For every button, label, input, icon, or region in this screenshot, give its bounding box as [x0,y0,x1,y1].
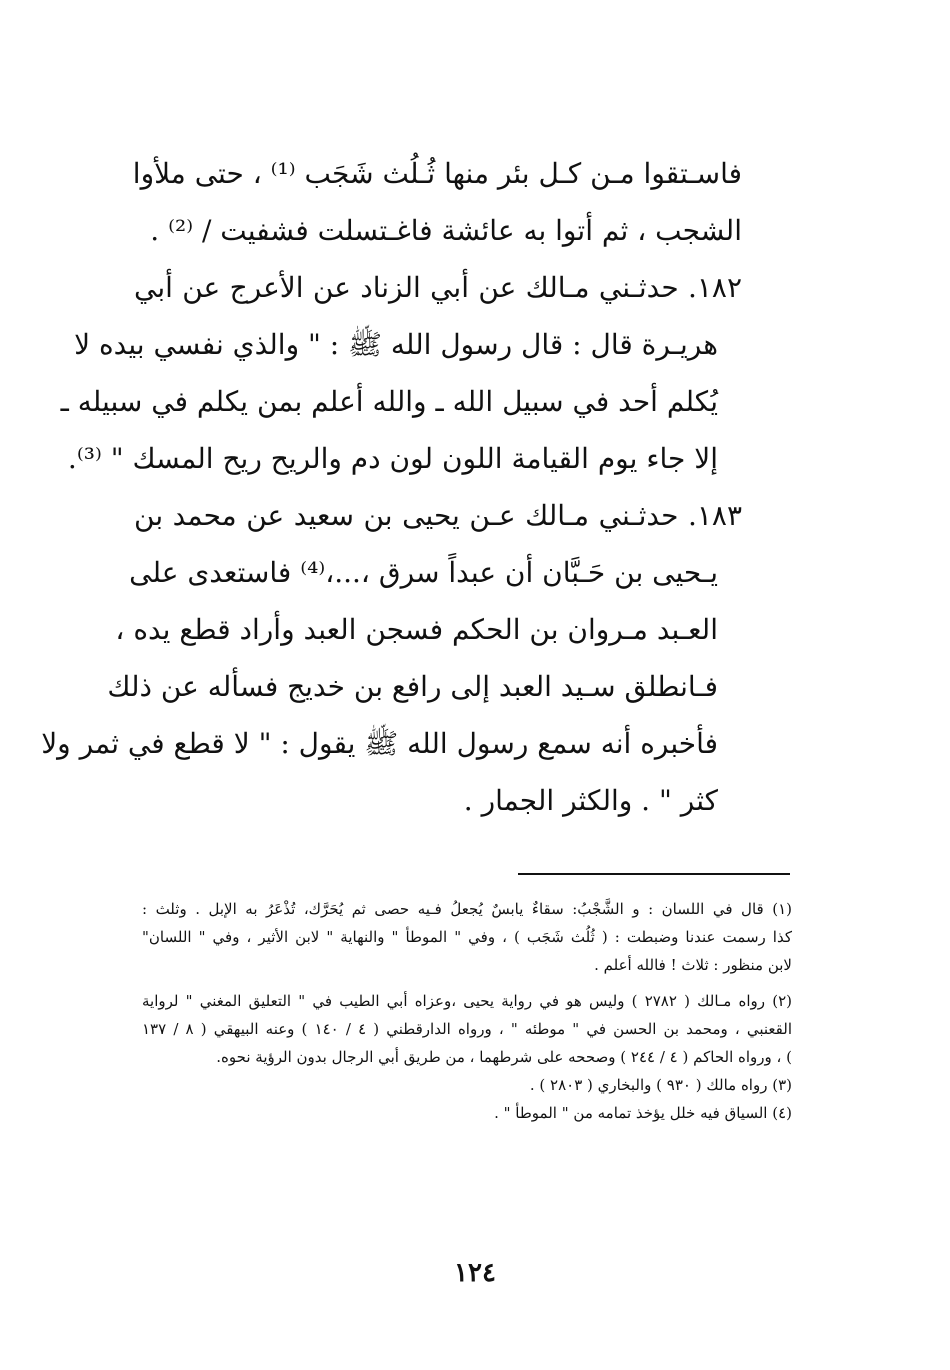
body-line: فـانطلق سـيد العبد إلى رافع بن خديج فسأله عن ذلك [107,670,718,703]
body-line: يـحيى بن حَـبَّان أن عبداً سرق ،...،⁽⁴⁾ فاستعدى على [129,556,718,589]
body-line: فأخبره أنه سمع رسول الله ﷺ يقول : " لا قطع في ثمر ولا [41,727,718,760]
footnote-3 [142,1071,792,1099]
footnote-line: ) ، ورواه الحاكم ( ٤ / ٢٤٤ ) وصححه على شرطهما ، من طريق أبي الرجال بدون الرؤية نحوه. [216,1048,792,1066]
main-text [41,145,742,829]
footnote-2 [142,987,792,1071]
footnote-line: القعنبي ، ومحمد بن الحسن في " موطئه " ، ورواه الدارقطني ( ٤ / ١٤٠ ) وعنه البيهقي ( ٨ / ١٣٧ [142,1020,792,1038]
footnote-line: (٢) رواه مـالك ( ٢٧٨٢ ) وليس هو في رواية يحيى ،وعزاه أبي الطيب في " التعليق المغني " لرواية [142,992,792,1010]
footnote-line: كذا رسمت عندنا وضبطت : ( ثُلُث شَجَب ) ، وفي " الموطأ " والنهاية " لابن الأثير ، وفي " اللسان" [142,928,792,946]
body-line: فاسـتقوا مـن كـل بئر منها ثُـلُث شَجَب ⁽¹⁾ ، حتى ملأوا [132,157,742,190]
page-number: ١٢٤ [454,1258,496,1288]
footnote-line: (٤) السياق فيه خلل يؤخذ تمامه من " الموطأ " . [494,1104,792,1122]
hadith-182-heading: ١٨٢. حدثـني مـالك عن أبي الزناد عن الأعرج عن أبي [134,271,742,304]
body-line: هريـرة قال : قال رسول الله ﷺ : " والذي نفسي بيده لا [74,328,718,361]
footnote-divider [518,873,790,875]
footnote-gap [142,979,792,987]
body-line: إلا جاء يوم القيامة اللون لون دم والريح ريح المسك " ⁽³⁾. [67,442,718,475]
body-line: يُكلم أحد في سبيل الله ـ والله أعلم بمن يكلم في سبيله ـ [60,385,718,418]
hadith-183-heading: ١٨٣. حدثـني مـالك عـن يحيى بن سعيد عن محمد بن [134,499,742,532]
footnote-line: (١) قال في اللسان : و الشَّجْبُ: سقاءٌ يابسٌ يُجعلُ فـيه حصى ثم يُحَرَّك، تُذْعَرُ به الإبل . وثلث : [142,900,792,918]
footnote-line: لابن منظور : ثلاث ! فالله أعلم . [594,956,792,974]
body-line: الشجب ، ثم أتوا به عائشة فاغـتسلت فشفيت / ⁽²⁾ . [150,214,742,247]
footnote-4 [142,1099,792,1127]
footnote-line: (٣) رواه مالك ( ٩٣٠ ) والبخاري ( ٢٨٠٣ ) . [529,1076,792,1094]
footnotes [142,895,792,1127]
body-line: كثر " . والكثر الجمار . [463,784,718,817]
footnote-1 [142,895,792,979]
body-line: العـبد مـروان بن الحكم فسجن العبد وأراد قطع يده ، [115,613,718,646]
